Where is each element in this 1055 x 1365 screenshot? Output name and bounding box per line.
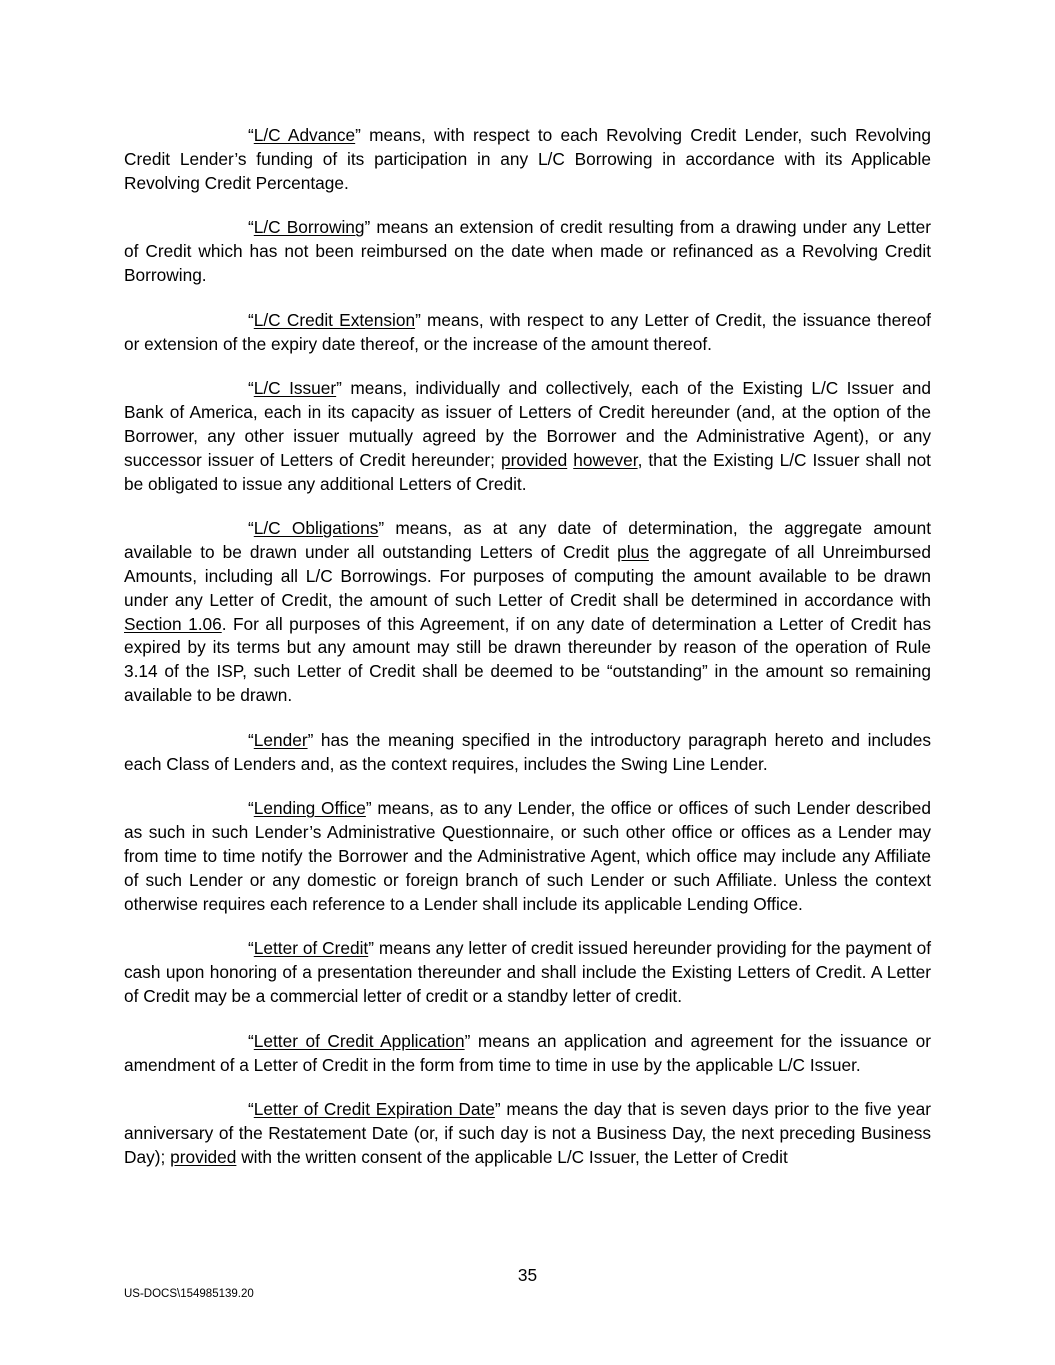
definition-text: means, with respect to each Revolving Credit Lender, such Revolving Credit Lender’s funding of its participation in any L/C Borrowing in accordance with its Applicable Revolving Credit Percentage. [124, 125, 931, 193]
definition-text: means, individually and collectively, each of the Existing L/C Issuer and Bank of America, each in its capacity as issuer of Letters of Credit hereunder (and, at the option of the Borrower, any other issuer mutually agreed by the Borrower and the Administrative Agent), or any successor issuer of Letters of Credit hereunder; [124, 378, 931, 470]
definition-text: has the meaning specified in the introductory paragraph hereto and includes each Class of Lenders and, as the context requires, includes the Swing Line Lender. [124, 729, 931, 774]
section-reference: Section 1.06 [124, 613, 222, 634]
definition-text: means, as at any date of determination, the aggregate amount available to be drawn under all outstanding Letters of Credit [124, 518, 931, 563]
definition-lc-credit-extension: “L/C Credit Extension” means, with respect to any Letter of Credit, the issuance thereof or extension of the expiry date thereof, or the increase of the amount thereof. [124, 309, 931, 354]
definition-text: . For all purposes of this Agreement, if on any date of determination a Letter of Credit has expired by its terms but any amount may still be drawn thereunder by reason of the operation of Rule 3.14 of the ISP, such Letter of Credit shall be deemed to be “outstanding” in the amount so remaining available to be drawn. [124, 613, 931, 705]
definition-text: means any letter of credit issued hereunder providing for the payment of cash upon honoring of a presentation thereunder and shall include the Existing Letters of Credit. A Letter of Credit may be a commercial letter of credit or a standby letter of credit. [124, 938, 931, 1006]
definition-text: means an application and agreement for the issuance or amendment of a Letter of Credit in the form from time to time in use by the applicable L/C Issuer. [124, 1030, 931, 1075]
definition-lc-borrowing: “L/C Borrowing” means an extension of credit resulting from a drawing under any Letter of Credit which has not been reimbursed on the date when made or refinanced as a Revolving Credit Borrowing. [124, 217, 932, 285]
defined-term: L/C Obligations [253, 518, 379, 539]
defined-term: L/C Borrowing [253, 217, 365, 238]
underlined-word: provided [500, 449, 568, 470]
document-id: US-DOCS\154985139.20 [124, 1288, 254, 1300]
defined-term: L/C Credit Extension [253, 309, 416, 330]
defined-term: L/C Advance [253, 125, 356, 145]
defined-term: Letter of Credit [253, 938, 369, 959]
definition-lc-obligations: “L/C Obligations” means, as at any date of determination, the aggregate amount available to be drawn under all outstanding Letters of Credit plus the aggregate of all Unreimbursed Amounts, including all L/C Borrowings. For purposes of computing the amount available to be drawn under any Letter of Credit, the amount of such Letter of Credit shall be determined in accordance with Section 1.06. For all purposes of this Agreement, if on any date of determination a Letter of Credit has expired by its terms but any amount may still be drawn thereunder by reason of the operation of Rule 3.14 of the ISP, such Letter of Credit shall be deemed to be “outstanding” in the amount so remaining available to be drawn. [124, 518, 931, 705]
underlined-word: however [573, 449, 638, 470]
definition-letter-of-credit-application: “Letter of Credit Application” means an application and agreement for the issuance or amendment of a Letter of Credit in the form from time to time in use by the applicable L/C Issuer. [124, 1030, 931, 1075]
definition-text: means, as to any Lender, the office or offices of such Lender described as such in such Lender’s Administrative Questionnaire, or such other office or offices as a Lender may from time to time notify the Borrower and the Administrative Agent, which office may include any Affiliate of such Lender or any domestic or foreign branch of such Lender or such Affiliate. Unless the context otherwise requires each reference to a Lender shall include its applicable Lending Office. [124, 798, 931, 914]
underlined-word: provided [170, 1146, 237, 1167]
definition-text: with the written consent of the applicable L/C Issuer, the Letter of Credit [236, 1146, 788, 1167]
defined-term: Letter of Credit Application [253, 1030, 465, 1051]
defined-term: Lending Office [253, 798, 366, 819]
definition-text: the aggregate of all Unreimbursed Amounts, including all L/C Borrowings. For purposes of computing the amount available to be drawn under any Letter of Credit, the amount of such Letter of Credit shall be determined in accordance with [124, 542, 931, 610]
defined-term: Letter of Credit Expiration Date [253, 1099, 495, 1120]
definition-lender: “Lender” has the meaning specified in the introductory paragraph hereto and includes each Class of Lenders and, as the context requires, includes the Swing Line Lender. [124, 729, 931, 774]
page-number: 35 [517, 1265, 538, 1285]
defined-term: Lender [253, 729, 308, 750]
defined-term: L/C Issuer [253, 378, 337, 399]
definition-letter-of-credit-expiration-date: “Letter of Credit Expiration Date” means the day that is seven days prior to the five year anniversary of the Restatement Date (or, if such day is not a Business Day, the next preceding Business Day); provided with the written consent of the applicable L/C Issuer, the Letter of Credit [124, 1099, 931, 1167]
definition-text: means an extension of credit resulting from a drawing under any Letter of Credit which has not been reimbursed on the date when made or refinanced as a Revolving Credit Borrowing. [124, 217, 932, 285]
definition-letter-of-credit: “Letter of Credit” means any letter of credit issued hereunder providing for the payment of cash upon honoring of a presentation thereunder and shall include the Existing Letters of Credit. A Letter of Credit may be a commercial letter of credit or a standby letter of credit. [124, 938, 931, 1006]
definition-text: , that the Existing L/C Issuer shall not be obligated to issue any additional Letters of Credit. [124, 449, 931, 494]
definitions-section [124, 124, 931, 1191]
definition-lc-advance: “L/C Advance” means, with respect to each Revolving Credit Lender, such Revolving Credit Lender’s funding of its participation in any L/C Borrowing in accordance with its Applicable Revolving Credit Percentage. [124, 125, 931, 193]
definition-text: means the day that is seven days prior to the five year anniversary of the Restatement Date (or, if such day is not a Business Day, the next preceding Business Day); [124, 1099, 931, 1167]
underlined-word: plus [617, 542, 649, 563]
definition-lc-issuer: “L/C Issuer” means, individually and collectively, each of the Existing L/C Issuer and Bank of America, each in its capacity as issuer of Letters of Credit hereunder (and, at the option of the Borrower, any other issuer mutually agreed by the Borrower and the Administrative Agent), or any successor issuer of Letters of Credit hereunder; provided however, that the Existing L/C Issuer shall not be obligated to issue any additional Letters of Credit. [124, 378, 931, 494]
definition-text: means, with respect to any Letter of Credit, the issuance thereof or extension of the expiry date thereof, or the increase of the amount thereof. [124, 309, 931, 354]
definition-lending-office: “Lending Office” means, as to any Lender, the office or offices of such Lender described as such in such Lender’s Administrative Questionnaire, or such other office or offices as a Lender may from time to time notify the Borrower and the Administrative Agent, which office may include any Affiliate of such Lender or any domestic or foreign branch of such Lender or such Affiliate. Unless the context otherwise requires each reference to a Lender shall include its applicable Lending Office. [124, 798, 931, 914]
